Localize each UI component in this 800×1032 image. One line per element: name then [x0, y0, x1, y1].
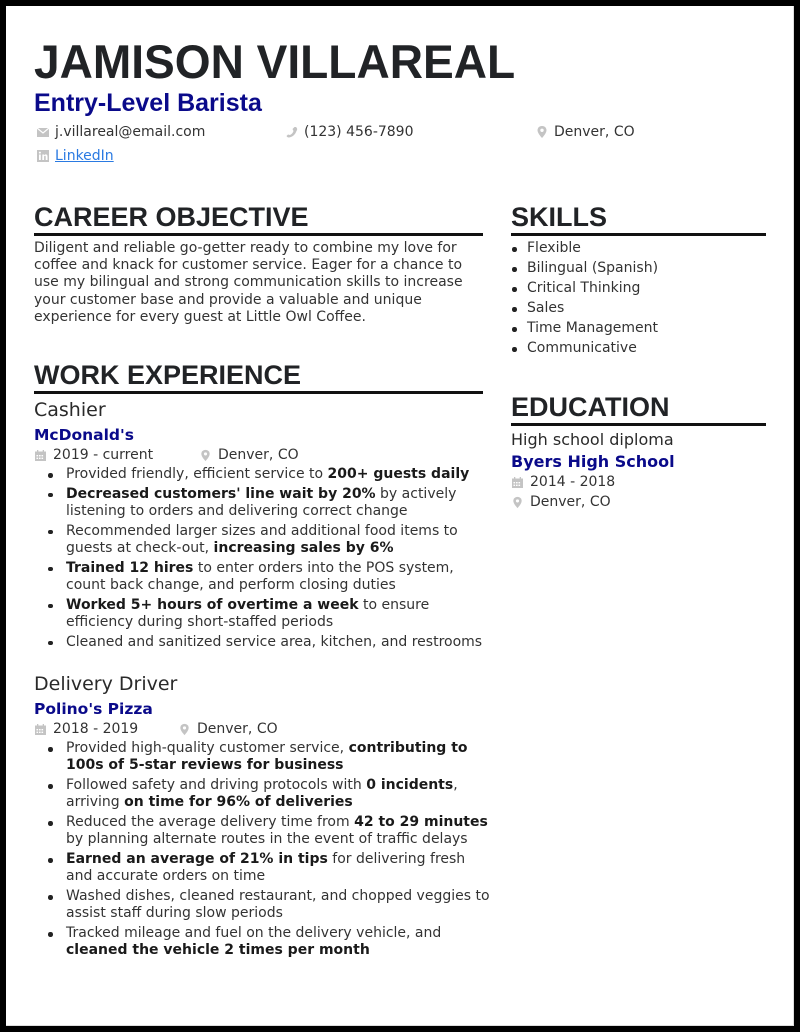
- education-heading: EDUCATION: [511, 392, 670, 422]
- linkedin-icon: [36, 149, 50, 163]
- map-pin-icon: [199, 449, 212, 462]
- bullet-item: Followed safety and driving protocols with 0 incidents, arriving on time for 96% of deliveries: [34, 777, 494, 811]
- bullet-item: Tracked mileage and fuel on the delivery vehicle, and cleaned the vehicle 2 times per month: [34, 925, 494, 959]
- school-name: Byers High School: [511, 452, 675, 471]
- location-text: Denver, CO: [554, 124, 635, 140]
- job-company: McDonald's: [34, 426, 135, 444]
- map-pin-icon: [535, 125, 549, 139]
- education-location-row: [511, 493, 766, 511]
- map-pin-icon: [511, 496, 524, 509]
- envelope-icon: [36, 125, 50, 139]
- career-objective-heading: CAREER OBJECTIVE: [34, 202, 309, 232]
- bullet-item: Provided friendly, efficient service to 200+ guests daily: [34, 466, 494, 483]
- job-dates: 2018 - 2019: [53, 721, 139, 737]
- calendar-icon: [34, 723, 47, 736]
- bullet-item: Recommended larger sizes and additional food items to guests at check-out, increasing sales by 6%: [34, 523, 494, 557]
- bullet-item: Earned an average of 21% in tips for delivering fresh and accurate orders on time: [34, 851, 494, 885]
- calendar-icon: [34, 449, 47, 462]
- candidate-name: JAMISON VILLAREAL: [34, 35, 516, 88]
- contact-linkedin[interactable]: [36, 147, 114, 165]
- email-text: j.villareal@email.com: [55, 124, 206, 140]
- bullet-item: Decreased customers' line wait by 20% by actively listening to orders and delivering correct change: [34, 486, 494, 520]
- skill-item: Flexible: [511, 240, 766, 257]
- bullet-item: Trained 12 hires to enter orders into the POS system, count back change, and perform closing duties: [34, 560, 494, 594]
- job-meta: [34, 446, 494, 464]
- skill-item: Bilingual (Spanish): [511, 260, 766, 277]
- phone-text: (123) 456-7890: [304, 124, 414, 140]
- education-dates: 2014 - 2018: [530, 474, 616, 490]
- job-role: Delivery Driver: [34, 673, 178, 695]
- job-title: Entry-Level Barista: [34, 89, 262, 117]
- contact-email: [36, 123, 205, 141]
- education-location: Denver, CO: [530, 494, 611, 510]
- job-dates: 2019 - current: [53, 447, 154, 463]
- job-bullets: [34, 740, 494, 959]
- skill-item: Communicative: [511, 340, 766, 357]
- bullet-item: Reduced the average delivery time from 42 to 29 minutes by planning alternate routes in the event of traffic delays: [34, 814, 494, 848]
- skills-list: [511, 240, 766, 360]
- map-pin-icon: [178, 723, 191, 736]
- job-meta: [34, 720, 494, 738]
- linkedin-link[interactable]: LinkedIn: [55, 148, 114, 164]
- bullet-item: Washed dishes, cleaned restaurant, and chopped veggies to assist staff during slow periods: [34, 888, 494, 922]
- education-entry: [511, 430, 766, 511]
- calendar-icon: [511, 476, 524, 489]
- job-role: Cashier: [34, 399, 106, 421]
- section-divider: [34, 233, 483, 236]
- resume-page: [6, 6, 794, 1026]
- section-divider: [34, 391, 483, 394]
- job-bullets: [34, 466, 494, 651]
- bullet-item: Worked 5+ hours of overtime a week to ensure efficiency during short-staffed periods: [34, 597, 494, 631]
- job-company: Polino's Pizza: [34, 700, 153, 718]
- contact-location: [535, 123, 635, 141]
- phone-icon: [285, 125, 299, 139]
- contact-phone: [285, 123, 414, 141]
- job-entry: [34, 399, 494, 654]
- bullet-item: Cleaned and sanitized service area, kitchen, and restrooms: [34, 634, 494, 651]
- work-experience-heading: WORK EXPERIENCE: [34, 360, 302, 390]
- job-entry: [34, 673, 494, 962]
- skill-item: Time Management: [511, 320, 766, 337]
- degree: High school diploma: [511, 430, 674, 449]
- section-divider: [511, 423, 766, 426]
- job-location: Denver, CO: [197, 721, 278, 737]
- bullet-item: Provided high-quality customer service, contributing to 100s of 5-star reviews for business: [34, 740, 494, 774]
- job-location: Denver, CO: [218, 447, 299, 463]
- education-dates-row: [511, 473, 766, 491]
- objective-text: Diligent and reliable go-getter ready to combine my love for coffee and knack for customer service. Eager for a chance to use my bilingual and strong communication skills to increase your customer base and provide a valuable and unique experience for every guest at Little Owl Coffee.: [34, 240, 463, 325]
- skill-item: Critical Thinking: [511, 280, 766, 297]
- skills-heading: SKILLS: [511, 202, 608, 232]
- section-divider: [511, 233, 766, 236]
- skill-item: Sales: [511, 300, 766, 317]
